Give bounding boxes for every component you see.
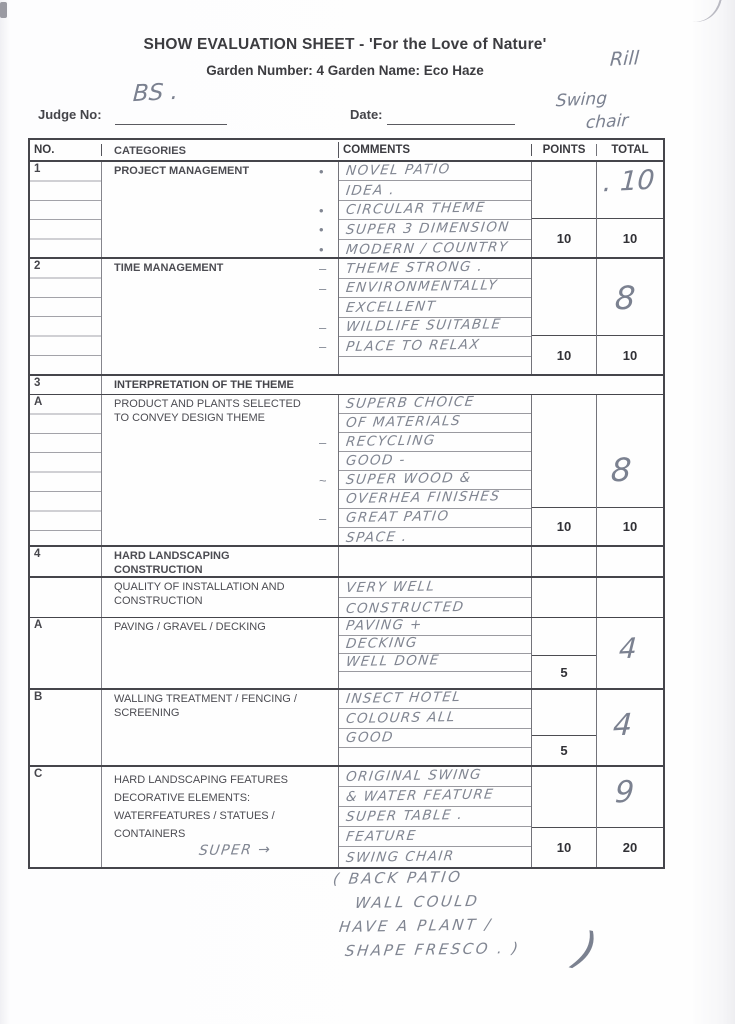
- bullet-marker: •: [319, 222, 324, 238]
- points-value: 5: [532, 735, 596, 765]
- table-header-row: [30, 140, 663, 162]
- comment-line: [339, 578, 531, 598]
- comment-line: [319, 432, 531, 452]
- header-total: TOTAL: [611, 144, 649, 156]
- dash-marker: –: [319, 261, 327, 276]
- comment-line: [339, 395, 531, 414]
- category-cell: [102, 690, 339, 765]
- comments-cell: [339, 618, 532, 688]
- points-cell: [532, 259, 597, 374]
- total-cell: [597, 547, 663, 576]
- no-cell: [30, 162, 102, 257]
- bullet-marker: •: [319, 241, 324, 257]
- points-value: 10: [532, 335, 596, 374]
- comment-line: [339, 414, 531, 433]
- handwritten-comment: PAVING +: [345, 616, 424, 634]
- table-row: [30, 690, 663, 767]
- comment-line: [339, 847, 531, 867]
- points-value: 10: [532, 507, 596, 545]
- handwritten-score: 4: [612, 707, 634, 744]
- handwritten-comment: VERY WELL: [345, 578, 437, 596]
- handwritten-comment: SUPER 3 DIMENSION: [345, 218, 511, 238]
- comment-line: [319, 258, 531, 279]
- handwritten-comment: COLOURS ALL: [345, 708, 457, 727]
- date-label: Date:: [350, 107, 383, 122]
- dash-marker: –: [319, 435, 327, 450]
- comment-line: [339, 787, 531, 807]
- handwritten-comment: GOOD: [345, 728, 395, 746]
- no-cell: [30, 578, 102, 617]
- no-cell: [30, 547, 102, 576]
- comment-line: [319, 316, 531, 338]
- handwritten-comment: IDEA .: [345, 181, 397, 199]
- comment-line: [339, 672, 531, 690]
- total-cell: [597, 259, 663, 374]
- category-cell: [102, 547, 339, 576]
- row-number: A: [34, 619, 43, 631]
- category-line: WALLING TREATMENT / FENCING /: [114, 693, 297, 705]
- comment-line: [339, 181, 531, 200]
- no-cell: [30, 618, 102, 688]
- comments-cell: [319, 161, 532, 258]
- no-cell: [30, 767, 102, 867]
- comment-line: [339, 528, 531, 547]
- category-cell: [102, 578, 339, 617]
- comments-cell: [339, 578, 532, 617]
- handwritten-score: . 10: [602, 164, 656, 199]
- no-cell: [30, 690, 102, 765]
- corner-note-line: Swing: [555, 88, 608, 112]
- row-number: B: [34, 691, 43, 703]
- comment-line: [339, 709, 531, 728]
- evaluation-table: [28, 138, 665, 869]
- table-row: [30, 376, 663, 395]
- category-line: TO CONVEY DESIGN THEME: [114, 412, 265, 424]
- handwritten-comment: THEME STRONG .: [345, 258, 485, 277]
- points-cell: [532, 162, 597, 257]
- comment-line: [319, 508, 531, 528]
- handwritten-comment: GREAT PATIO: [345, 508, 451, 526]
- side-note-super: [198, 842, 272, 859]
- footer-note-line: ( BACK PATIO: [332, 867, 464, 888]
- header-comments: COMMENTS: [339, 144, 532, 156]
- footer-note-line: SHAPE FRESCO . ): [344, 938, 522, 960]
- comment-line: [319, 161, 531, 181]
- category-line: CONSTRUCTION: [114, 564, 203, 576]
- dash-marker: –: [319, 511, 327, 526]
- comment-line: [319, 469, 531, 490]
- handwritten-comment: MODERN / COUNTRY: [345, 239, 510, 258]
- handwritten-comment: SWING CHAIR: [345, 848, 456, 866]
- comment-line: [339, 654, 531, 672]
- row-number: 4: [34, 548, 41, 560]
- scan-artifact: [690, 0, 722, 27]
- table-row: [30, 259, 663, 376]
- row-number: 1: [34, 163, 41, 175]
- judge-no-underline: [115, 124, 227, 125]
- comment-line: [319, 277, 531, 299]
- category-cell: PROJECT MANAGEMENT: [102, 162, 339, 257]
- comment-line: [339, 357, 531, 377]
- header-categories: CATEGORIES: [102, 142, 339, 158]
- category-line: DECORATIVE ELEMENTS:: [114, 792, 251, 804]
- category-cell: [102, 395, 339, 545]
- row-number: C: [34, 768, 43, 780]
- bullet-marker: •: [319, 202, 324, 218]
- closing-paren: ): [569, 921, 605, 977]
- points-cell: [532, 547, 597, 576]
- table-row: [30, 618, 663, 690]
- judge-no-label: Judge No:: [38, 107, 102, 122]
- row-number: 3: [34, 377, 41, 389]
- table-row: [30, 547, 663, 578]
- comment-line: [339, 618, 531, 636]
- handwritten-comment: EXCELLENT: [345, 297, 438, 316]
- category-line: SCREENING: [114, 707, 180, 719]
- total-cell: [597, 578, 663, 617]
- footer-note-line: HAVE A PLANT /: [338, 915, 494, 936]
- tilde-marker: ~: [319, 473, 327, 488]
- category-line: CONSTRUCTION: [114, 595, 203, 607]
- category-line: HARD LANDSCAPING FEATURES: [114, 774, 288, 786]
- handwritten-comment: CIRCULAR THEME: [345, 199, 487, 219]
- total-value: 20: [597, 827, 663, 867]
- category-line: HARD LANDSCAPING: [114, 550, 230, 562]
- category-line: QUALITY OF INSTALLATION AND: [114, 581, 285, 593]
- no-cell: [30, 376, 102, 394]
- comments-cell: [339, 547, 532, 576]
- handwritten-comment: PLACE TO RELAX: [345, 336, 482, 355]
- table-row: [30, 395, 663, 547]
- comment-line: [339, 748, 531, 767]
- row-number: 2: [34, 260, 41, 272]
- comment-line: [319, 239, 531, 259]
- handwritten-score: 9: [614, 774, 636, 811]
- handwritten-comment: NOVEL PATIO: [345, 161, 452, 180]
- handwritten-comment: GOOD -: [345, 451, 407, 469]
- handwritten-score: 8: [609, 450, 633, 490]
- handwritten-comment: RECYCLING: [345, 432, 437, 450]
- category-cell: TIME MANAGEMENT: [102, 259, 339, 374]
- comment-line: [339, 598, 531, 618]
- dash-marker: –: [319, 339, 327, 354]
- total-cell: [597, 162, 663, 257]
- comment-line: [339, 636, 531, 654]
- handwritten-score: 4: [618, 631, 638, 666]
- table-row: [30, 162, 663, 259]
- corner-note-line: chair: [585, 110, 629, 134]
- handwritten-comment: SPACE .: [345, 528, 409, 546]
- section-heading: INTERPRETATION OF THE THEME: [114, 379, 294, 391]
- judge-no-handwritten-value: BS .: [132, 78, 179, 108]
- category-cell: PAVING / GRAVEL / DECKING: [102, 618, 339, 688]
- comments-cell: [319, 393, 532, 546]
- handwritten-comment: OVERHEA FINISHES: [345, 488, 502, 507]
- handwritten-side-note: SUPER: [198, 842, 254, 859]
- garden-subtitle: Garden Number: 4 Garden Name: Eco Haze: [206, 63, 484, 78]
- footer-note-line: WALL COULD: [354, 891, 481, 912]
- comment-line: [339, 767, 531, 787]
- handwritten-comment: SUPERB CHOICE: [345, 393, 476, 412]
- arrow-icon: →: [257, 841, 273, 858]
- no-cell: [30, 259, 102, 374]
- scan-artifact: [0, 2, 7, 18]
- points-cell: [532, 578, 597, 617]
- total-cell: [597, 618, 663, 688]
- points-cell: [532, 690, 597, 765]
- total-value: 10: [597, 335, 663, 374]
- category-line: WATERFEATURES / STATUES /: [114, 810, 275, 822]
- comment-line: [319, 199, 531, 220]
- handwritten-comment: INSECT HOTEL: [345, 689, 463, 708]
- handwritten-comment: OF MATERIALS: [345, 412, 463, 431]
- table-row: [30, 767, 663, 867]
- dash-marker: –: [319, 319, 327, 335]
- comment-line: [339, 807, 531, 827]
- no-cell: [30, 395, 102, 545]
- category-line: CONTAINERS: [114, 828, 186, 840]
- handwritten-comment: ENVIRONMENTALLY: [345, 277, 499, 296]
- table-row: [30, 578, 663, 618]
- comment-line: [339, 490, 531, 509]
- handwritten-comment: SUPER WOOD &: [345, 469, 473, 488]
- handwritten-score: 8: [613, 278, 637, 318]
- comments-cell: [339, 767, 532, 867]
- points-value: 10: [532, 218, 596, 257]
- date-underline: [387, 124, 515, 125]
- total-cell: [597, 690, 663, 765]
- handwritten-comment: DECKING: [345, 634, 419, 652]
- dash-marker: –: [319, 280, 327, 296]
- handwritten-comment: ORIGINAL SWING: [345, 766, 483, 785]
- total-cell: [597, 767, 663, 867]
- page-title: SHOW EVALUATION SHEET - 'For the Love of Nature': [143, 36, 547, 53]
- total-value: 10: [597, 507, 663, 545]
- comment-line: [339, 452, 531, 471]
- handwritten-comment: WILDLIFE SUITABLE: [345, 316, 503, 335]
- points-value: 10: [532, 827, 596, 867]
- points-cell: [532, 395, 597, 545]
- category-line: PRODUCT AND PLANTS SELECTED: [114, 398, 301, 410]
- header-points: POINTS: [532, 144, 597, 156]
- bullet-marker: •: [319, 164, 324, 179]
- comment-line: [339, 729, 531, 748]
- comment-line: [339, 298, 531, 318]
- handwritten-comment: FEATURE: [345, 827, 418, 845]
- comment-line: [339, 690, 531, 709]
- corner-note-line: Rill: [609, 47, 640, 71]
- total-value: 10: [597, 218, 663, 257]
- handwritten-comment: SUPER TABLE .: [345, 806, 465, 825]
- comments-cell: [319, 258, 532, 374]
- points-cell: [532, 618, 597, 688]
- handwritten-comment: WELL DONE: [345, 652, 441, 670]
- comment-line: [339, 827, 531, 847]
- total-cell: [597, 395, 663, 545]
- points-value: 5: [532, 655, 596, 688]
- comment-line: [319, 336, 531, 357]
- comment-line: [319, 218, 531, 239]
- comments-cell: [339, 690, 532, 765]
- points-cell: [532, 767, 597, 867]
- row-number: A: [34, 396, 43, 408]
- handwritten-comment: & WATER FEATURE: [345, 786, 496, 805]
- handwritten-comment: CONSTRUCTED: [345, 598, 466, 617]
- header-no: NO.: [30, 144, 102, 156]
